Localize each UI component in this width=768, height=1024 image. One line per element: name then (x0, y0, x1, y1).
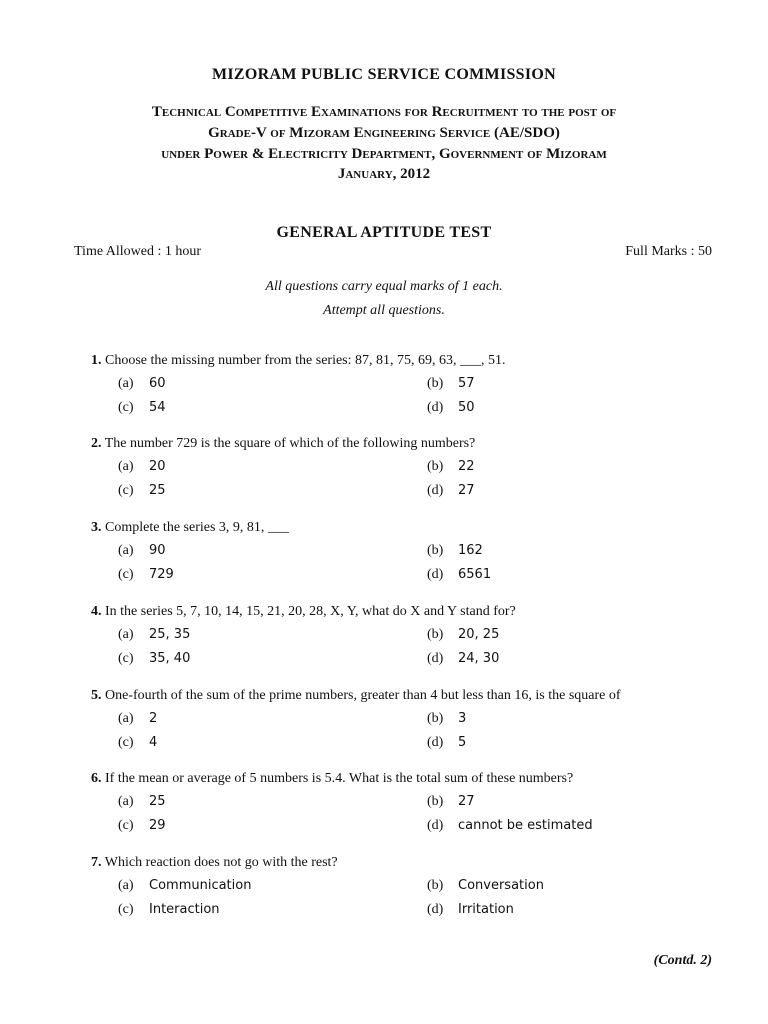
option-text: 27 (458, 794, 475, 809)
option-d (427, 814, 593, 838)
option-text: 25 (149, 794, 166, 809)
option-a (118, 455, 166, 479)
option-label: (c) (118, 818, 134, 833)
option-a (118, 707, 157, 731)
question-text: The number 729 is the square of which of the following numbers? (104, 436, 476, 451)
option-label: (a) (118, 878, 134, 893)
option-text: 3 (458, 711, 467, 726)
option-d (427, 731, 466, 755)
option-label: (d) (427, 902, 444, 917)
option-d (427, 563, 491, 587)
option-text: 60 (149, 376, 166, 391)
exam-title-line-3: under Power & Electricity Department, Government of Mizoram (161, 146, 607, 162)
option-text: 25 (149, 483, 166, 498)
option-label: (b) (427, 459, 444, 474)
option-b (427, 623, 499, 647)
option-text: 57 (458, 376, 475, 391)
question-text: If the mean or average of 5 numbers is 5.4. What is the total sum of these numbers? (105, 771, 574, 786)
option-label: (d) (427, 735, 444, 750)
option-text: 27 (458, 483, 475, 498)
question-1 (91, 350, 731, 420)
option-text: Communication (149, 878, 252, 893)
option-label: (b) (427, 376, 444, 391)
option-label: (d) (427, 818, 444, 833)
question-2 (91, 433, 731, 503)
option-label: (c) (118, 567, 134, 582)
option-label: (a) (118, 627, 134, 642)
question-7 (91, 852, 731, 922)
time-allowed: Time Allowed : 1 hour (74, 244, 202, 259)
option-label: (b) (427, 794, 444, 809)
option-label: (a) (118, 794, 134, 809)
option-label: (c) (118, 483, 134, 498)
exam-date: January, 2012 (337, 166, 431, 182)
question-6 (91, 768, 731, 838)
option-a (118, 874, 251, 898)
option-text: 6561 (458, 567, 492, 582)
question-number: 7. (91, 855, 102, 870)
question-3 (91, 517, 731, 587)
option-label: (d) (427, 400, 444, 415)
option-a (118, 623, 190, 647)
option-d (427, 479, 475, 503)
option-text: Irritation (458, 902, 514, 917)
option-c (118, 563, 174, 587)
question-text: Choose the missing number from the series: 87, 81, 75, 69, 63, ___, 51. (105, 353, 506, 368)
test-title: GENERAL APTITUDE TEST (276, 224, 492, 241)
option-label: (b) (427, 878, 444, 893)
option-label: (c) (118, 902, 134, 917)
option-c (118, 898, 220, 922)
option-c (118, 731, 157, 755)
option-label: (d) (427, 651, 444, 666)
option-text: 20, 25 (458, 627, 500, 642)
option-label: (a) (118, 711, 134, 726)
question-number: 4. (91, 604, 102, 619)
question-number: 3. (91, 520, 102, 535)
option-text: 29 (149, 818, 166, 833)
option-c (118, 396, 166, 420)
question-5 (91, 685, 731, 755)
option-text: 22 (458, 459, 475, 474)
option-d (427, 898, 514, 922)
option-label: (a) (118, 376, 134, 391)
option-d (427, 647, 499, 671)
option-text: 5 (458, 735, 467, 750)
option-label: (c) (118, 400, 134, 415)
option-label: (c) (118, 651, 134, 666)
option-text: 35, 40 (149, 651, 191, 666)
option-a (118, 790, 166, 814)
option-b (427, 372, 475, 396)
commission-title: MIZORAM PUBLIC SERVICE COMMISSION (211, 66, 557, 83)
option-text: 162 (458, 543, 483, 558)
option-b (427, 539, 483, 563)
option-b (427, 790, 475, 814)
question-number: 1. (91, 353, 102, 368)
exam-title-line-1: Technical Competitive Examinations for Recruitment to the post of (151, 104, 617, 120)
option-text: Conversation (458, 878, 544, 893)
question-text: Which reaction does not go with the rest? (104, 855, 338, 870)
question-number: 6. (91, 771, 102, 786)
option-b (427, 455, 475, 479)
instruction-attempt: Attempt all questions. (323, 303, 445, 318)
option-text: 4 (149, 735, 158, 750)
option-label: (b) (427, 627, 444, 642)
option-label: (b) (427, 543, 444, 558)
option-a (118, 539, 166, 563)
option-text: 25, 35 (149, 627, 191, 642)
option-d (427, 396, 475, 420)
question-number: 2. (91, 436, 102, 451)
question-text: One-fourth of the sum of the prime numbers, greater than 4 but less than 16, is the square of (105, 688, 621, 703)
option-c (118, 479, 166, 503)
option-b (427, 707, 466, 731)
option-label: (a) (118, 543, 134, 558)
continued-note: (Contd. 2) (653, 953, 712, 968)
exam-title-line-2: Grade-V of Mizoram Engineering Service (AE/SDO) (208, 125, 560, 141)
option-label: (d) (427, 483, 444, 498)
option-text: Interaction (149, 902, 220, 917)
question-number: 5. (91, 688, 102, 703)
option-b (427, 874, 544, 898)
option-text: 24, 30 (458, 651, 500, 666)
question-text: Complete the series 3, 9, 81, ___ (105, 520, 289, 535)
option-text: 54 (149, 400, 166, 415)
option-label: (a) (118, 459, 134, 474)
option-text: 90 (149, 543, 166, 558)
option-c (118, 647, 190, 671)
option-text: 20 (149, 459, 166, 474)
question-4 (91, 601, 731, 671)
option-text: cannot be estimated (458, 818, 593, 833)
option-label: (c) (118, 735, 134, 750)
option-c (118, 814, 166, 838)
option-label: (d) (427, 567, 444, 582)
option-text: 729 (149, 567, 174, 582)
option-label: (b) (427, 711, 444, 726)
option-text: 2 (149, 711, 158, 726)
instruction-marks: All questions carry equal marks of 1 each. (265, 279, 503, 294)
option-text: 50 (458, 400, 475, 415)
question-text: In the series 5, 7, 10, 14, 15, 21, 20, 28, X, Y, what do X and Y stand for? (105, 604, 516, 619)
full-marks: Full Marks : 50 (625, 244, 712, 259)
option-a (118, 372, 166, 396)
